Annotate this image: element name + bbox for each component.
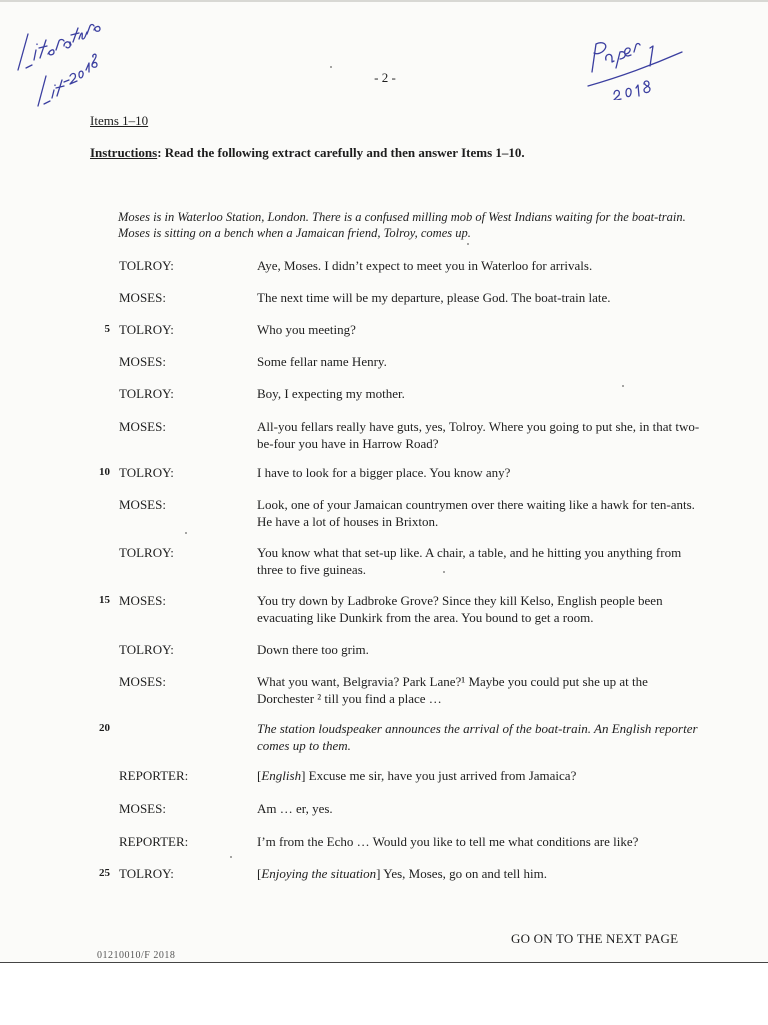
stage-direction: The station loudspeaker announces the arrival of the boat-train. An English reporter comes up to them. bbox=[257, 721, 698, 753]
speaker-name: TOLROY: bbox=[119, 465, 174, 480]
speech-text: Am … er, yes. bbox=[257, 801, 333, 816]
speech-text: What you want, Belgravia? Park Lane?¹ Maybe you could put she up at the Dorchester ² till you find a place … bbox=[257, 674, 648, 706]
scan-bottom-edge bbox=[0, 962, 768, 1025]
speaker-name: TOLROY: bbox=[119, 322, 174, 337]
speech-text: You try down by Ladbroke Grove? Since they kill Kelso, English people been evacuating like Dunkirk from the area. You bound to get a room. bbox=[257, 593, 663, 625]
speaker-name: MOSES: bbox=[119, 674, 166, 689]
speaker-name: MOSES: bbox=[119, 801, 166, 816]
inline-stage-direction: English bbox=[261, 768, 302, 783]
speaker-name: TOLROY: bbox=[119, 386, 174, 401]
speech-text: Look, one of your Jamaican countrymen over there waiting like a hawk for ten-ants. He have a lot of houses in Brixton. bbox=[257, 497, 695, 529]
footer-code: 01210010/F 2018 bbox=[97, 950, 176, 959]
speech-text: The next time will be my departure, please God. The boat-train late. bbox=[257, 290, 611, 305]
scan-speck bbox=[467, 243, 469, 245]
stage-direction-intro: Moses is in Waterloo Station, London. There is a confused milling mob of West Indians waiting for the boat-train. Moses is sitting on a bench when a Jamaican friend, Tolroy, comes up. bbox=[118, 210, 686, 240]
speech-text: Some fellar name Henry. bbox=[257, 354, 387, 369]
speaker-name: TOLROY: bbox=[119, 258, 174, 273]
instructions bbox=[90, 145, 525, 161]
instructions-text: : Read the following extract carefully and then answer Items 1–10. bbox=[157, 145, 525, 160]
speaker-name: MOSES: bbox=[119, 497, 166, 512]
speaker-name: MOSES: bbox=[119, 593, 166, 608]
speaker-name: REPORTER: bbox=[119, 834, 189, 849]
line-number: 20 bbox=[99, 722, 110, 734]
speech-text: I’m from the Echo … Would you like to tell me what conditions are like? bbox=[257, 834, 639, 849]
page-number: - 2 - bbox=[374, 70, 396, 85]
speech-text: Aye, Moses. I didn’t expect to meet you in Waterloo for arrivals. bbox=[257, 258, 593, 273]
instructions-label: Instructions bbox=[90, 145, 158, 160]
scan-speck bbox=[230, 856, 232, 858]
speaker-name: MOSES: bbox=[119, 419, 166, 434]
handwritten-note-right bbox=[580, 20, 690, 100]
scan-speck bbox=[622, 385, 624, 387]
speaker-name: MOSES: bbox=[119, 290, 166, 305]
speech-text: Boy, I expecting my mother. bbox=[257, 386, 405, 401]
handwritten-note-left bbox=[6, 8, 116, 118]
scan-speck bbox=[330, 66, 332, 68]
speech-text: I have to look for a bigger place. You know any? bbox=[257, 465, 511, 480]
speaker-name: MOSES: bbox=[119, 354, 166, 369]
speech-text: [Enjoying the situation] Yes, Moses, go on and tell him. bbox=[257, 866, 547, 881]
speech-text: You know what that set-up like. A chair, a table, and he hitting you anything from three to five guineas. bbox=[257, 545, 682, 577]
next-page-notice: GO ON TO THE NEXT PAGE bbox=[511, 931, 679, 946]
line-number: 10 bbox=[99, 466, 110, 478]
speech-text: [English] Excuse me sir, have you just arrived from Jamaica? bbox=[257, 768, 577, 783]
line-number: 5 bbox=[104, 323, 110, 335]
speaker-name: TOLROY: bbox=[119, 642, 174, 657]
line-number: 15 bbox=[99, 594, 110, 606]
speaker-name: TOLROY: bbox=[119, 545, 174, 560]
speaker-name: TOLROY: bbox=[119, 866, 174, 881]
scan-speck bbox=[443, 571, 445, 573]
line-number: 25 bbox=[99, 867, 110, 879]
scan-speck bbox=[185, 532, 187, 534]
speech-text: Down there too grim. bbox=[257, 642, 369, 657]
speaker-name: REPORTER: bbox=[119, 768, 189, 783]
speech-text: All-you fellars really have guts, yes, Tolroy. Where you going to put she, in that two-be-four you have in Harrow Road? bbox=[257, 419, 700, 451]
top-edge-line bbox=[0, 0, 768, 2]
inline-stage-direction: Enjoying the situation bbox=[261, 866, 377, 881]
items-heading: Items 1–10 bbox=[90, 113, 149, 128]
speech-text: Who you meeting? bbox=[257, 322, 356, 337]
